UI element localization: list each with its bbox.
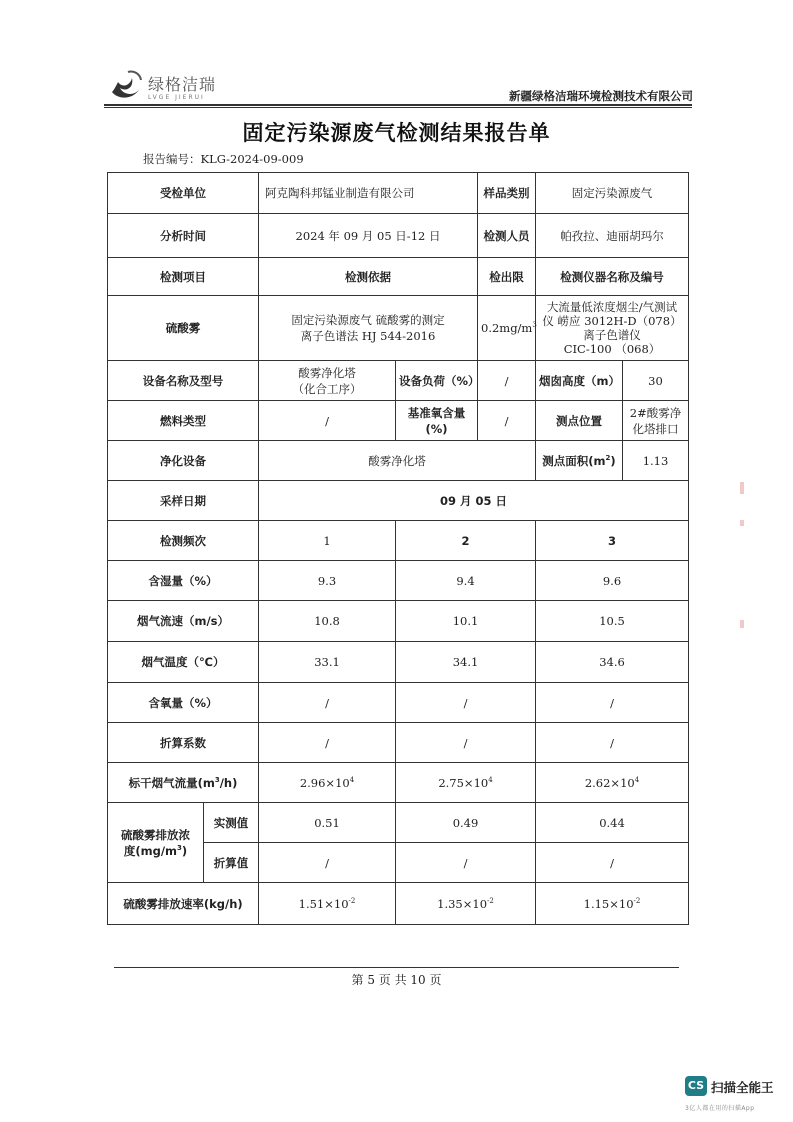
unit-value: 阿克陶科邦锰业制造有限公司 (259, 173, 478, 214)
table-row-flow (108, 763, 689, 803)
inspector-value: 帕孜拉、迪丽胡玛尔 (536, 214, 689, 258)
unit-label: 受检单位 (108, 173, 259, 214)
moisture-2: 9.4 (396, 561, 536, 601)
page-number: 第 5 页 共 10 页 (351, 973, 442, 987)
report-number-label: 报告编号： (143, 152, 201, 166)
instrument-line-2: 仪 崂应 3012H-D（078） (542, 314, 682, 328)
table-row-oxygen (108, 683, 689, 723)
table-row-temperature (108, 642, 689, 683)
velocity-2: 10.1 (396, 601, 536, 642)
flow-label-end: /h) (219, 775, 238, 790)
logo-chinese-name: 绿格洁瑞 (148, 75, 217, 94)
header-divider-thin (104, 107, 692, 108)
limit-value-text: 0.2mg/m (481, 321, 533, 335)
item-value: 硫酸雾 (108, 296, 259, 361)
equipment-line-1: 酸雾净化塔 (298, 365, 356, 380)
frequency-label: 检测频次 (108, 521, 259, 561)
table-row-factor (108, 723, 689, 763)
flow-3-sup: 4 (634, 775, 640, 784)
converted-3: / (536, 843, 689, 883)
area-label-end: ) (610, 453, 616, 468)
instrument-line-3: 离子色谱仪 (583, 328, 641, 342)
fuel-value: / (259, 401, 396, 441)
oxygen-base-value: / (478, 401, 536, 441)
limit-value-sup: 3 (532, 321, 537, 330)
equipment-line-2: （化合工序） (292, 381, 362, 396)
rate-1-sup: -2 (348, 896, 356, 905)
factor-2: / (396, 723, 536, 763)
frequency-3: 3 (536, 521, 689, 561)
load-value: / (478, 361, 536, 401)
moisture-label: 含湿量（%） (108, 561, 259, 601)
concentration-label-end: ) (181, 843, 188, 858)
table-row-rate (108, 883, 689, 925)
area-label-sup: 2 (605, 453, 611, 462)
point-value (623, 401, 689, 441)
oxygen-3: / (536, 683, 689, 723)
basis-line-2: 离子色谱法 HJ 544-2016 (300, 329, 436, 343)
report-number (143, 151, 304, 167)
moisture-3: 9.6 (536, 561, 689, 601)
oxygen-label: 含氧量（%） (108, 683, 259, 723)
concentration-label-line-2 (111, 843, 200, 859)
oxygen-1: / (259, 683, 396, 723)
stack-height-value: 30 (623, 361, 689, 401)
purify-value: 酸雾净化塔 (259, 441, 536, 481)
logo-english-name: LVGE JIERUI (148, 94, 205, 101)
moisture-1: 9.3 (259, 561, 396, 601)
basis-value (259, 296, 478, 361)
oxygen-base-label: 基准氧含量(%) (396, 401, 478, 441)
analysis-time-value: 2024 年 09 月 05 日-12 日 (259, 214, 478, 258)
table-row-analysis (108, 214, 689, 258)
flow-1 (259, 763, 396, 803)
flow-1-sup: 4 (349, 775, 355, 784)
concentration-label-text: 度(mg/m (123, 843, 177, 858)
sample-type-label: 样品类别 (478, 173, 536, 214)
instrument-line-1: 大流量低浓度烟尘/气测试 (546, 300, 678, 314)
instrument-value (536, 296, 689, 361)
scan-artifact (740, 520, 744, 526)
area-label-text: 测点面积(m (542, 453, 606, 468)
scan-artifact (740, 482, 744, 494)
table-row-date (108, 481, 689, 521)
header-divider (104, 104, 692, 106)
frequency-2: 2 (396, 521, 536, 561)
rate-1-text: 1.51×10 (298, 896, 349, 911)
basis-label: 检测依据 (259, 258, 478, 296)
equipment-value (259, 361, 396, 401)
table-row-equipment (108, 361, 689, 401)
page-title: 固定污染源废气检测结果报告单 (242, 121, 551, 145)
logo-swirl-icon (108, 66, 146, 102)
area-label (536, 441, 623, 481)
point-label: 测点位置 (536, 401, 623, 441)
company-name: 新疆绿格洁瑞环境检测技术有限公司 (509, 89, 693, 103)
flow-2-sup: 4 (488, 775, 493, 784)
equipment-label: 设备名称及型号 (108, 361, 259, 401)
concentration-label-sup: 3 (177, 843, 182, 852)
temperature-1: 33.1 (259, 642, 396, 683)
table-row-fuel (108, 401, 689, 441)
instrument-label: 检测仪器名称及编号 (536, 258, 689, 296)
scanner-watermark (685, 1076, 785, 1116)
flow-2-text: 2.75×10 (438, 775, 489, 790)
rate-label: 硫酸雾排放速率(kg/h) (108, 883, 259, 925)
inspector-label: 检测人员 (478, 214, 536, 258)
velocity-label: 烟气流速（m/s） (108, 601, 259, 642)
fuel-label: 燃料类型 (108, 401, 259, 441)
velocity-3: 10.5 (536, 601, 689, 642)
rate-3 (536, 883, 689, 925)
concentration-label-line-1: 硫酸雾排放浓 (121, 827, 190, 842)
report-number-value: KLG-2024-09-009 (200, 152, 304, 166)
item-label: 检测项目 (108, 258, 259, 296)
limit-value (478, 296, 536, 361)
temperature-3: 34.6 (536, 642, 689, 683)
scanner-app-tagline: 3亿人都在用的扫描App (685, 1105, 755, 1112)
area-value: 1.13 (623, 441, 689, 481)
flow-3 (536, 763, 689, 803)
load-label: 设备负荷（%） (396, 361, 478, 401)
limit-label: 检出限 (478, 258, 536, 296)
converted-label: 折算值 (204, 843, 259, 883)
table-row-moisture (108, 561, 689, 601)
point-number: 2 (629, 405, 638, 420)
date-label: 采样日期 (108, 481, 259, 521)
table-row-item (108, 296, 689, 361)
velocity-1: 10.8 (259, 601, 396, 642)
table-row-frequency (108, 521, 689, 561)
flow-label (108, 763, 259, 803)
point-line-2: 化塔排口 (632, 421, 679, 436)
measured-label: 实测值 (204, 803, 259, 843)
flow-1-text: 2.96×10 (299, 775, 350, 790)
purify-label: 净化设备 (108, 441, 259, 481)
flow-3-text: 2.62×10 (584, 775, 635, 790)
measured-1: 0.51 (259, 803, 396, 843)
table-row-velocity (108, 601, 689, 642)
flow-2 (396, 763, 536, 803)
analysis-time-label: 分析时间 (108, 214, 259, 258)
flow-label-text: 标干烟气流量(m (128, 775, 215, 790)
rate-2-sup: -2 (487, 896, 494, 905)
point-line-1 (626, 405, 685, 421)
temperature-label: 烟气温度（℃） (108, 642, 259, 683)
converted-2: / (396, 843, 536, 883)
point-line-1-text: #酸雾净 (637, 405, 682, 420)
flow-label-sup: 3 (214, 775, 220, 784)
date-value: 09 月 05 日 (259, 481, 689, 521)
concentration-label (108, 803, 204, 883)
rate-3-text: 1.15×10 (583, 896, 634, 911)
company-logo (108, 66, 248, 106)
table-row-unit (108, 173, 689, 214)
converted-1: / (259, 843, 396, 883)
oxygen-2: / (396, 683, 536, 723)
rate-2-text: 1.35×10 (437, 896, 488, 911)
factor-3: / (536, 723, 689, 763)
rate-1 (259, 883, 396, 925)
instrument-line-4: CIC-100 （068） (563, 342, 661, 356)
frequency-1: 1 (259, 521, 396, 561)
measured-2: 0.49 (396, 803, 536, 843)
factor-label: 折算系数 (108, 723, 259, 763)
measured-3: 0.44 (536, 803, 689, 843)
cs-logo-icon: CS (685, 1076, 707, 1096)
rate-2 (396, 883, 536, 925)
table-row-purify (108, 441, 689, 481)
basis-line-1: 固定污染源废气 硫酸雾的测定 (291, 313, 445, 327)
footer-divider (114, 967, 679, 968)
scan-artifact (740, 620, 744, 628)
sample-type-value: 固定污染源废气 (536, 173, 689, 214)
rate-3-sup: -2 (633, 896, 641, 905)
scanner-app-name: 扫描全能王 (711, 1080, 774, 1095)
results-table (107, 172, 689, 925)
temperature-2: 34.1 (396, 642, 536, 683)
table-row-item-header (108, 258, 689, 296)
table-row-measured (108, 803, 689, 843)
stack-height-label: 烟囱高度（m） (536, 361, 623, 401)
factor-1: / (259, 723, 396, 763)
